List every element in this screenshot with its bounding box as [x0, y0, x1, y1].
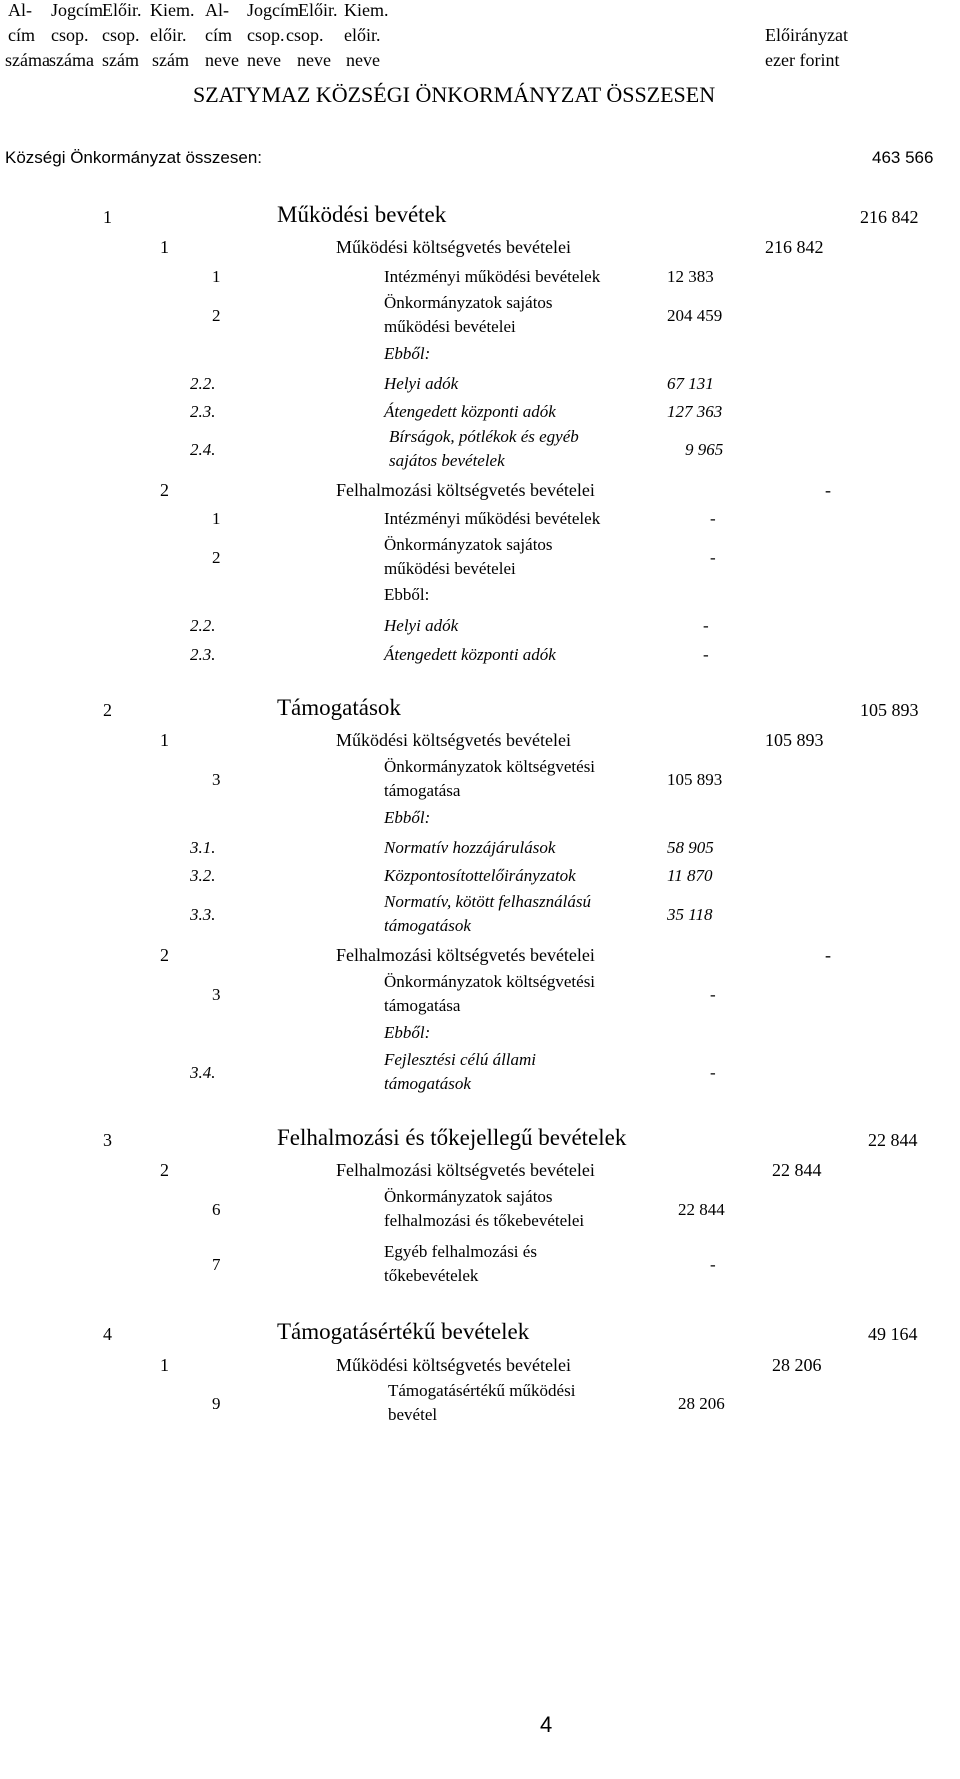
header-eloirneve-line1: Előir. [298, 0, 338, 20]
group-value: - [825, 945, 831, 965]
detail-label-line2: támogatások [384, 916, 471, 935]
header-eloir-line3: szám [102, 50, 139, 70]
group-label: Működési költségvetés bevételei [336, 1355, 571, 1375]
item-value: - [710, 509, 716, 528]
header-alcim-line2: cím [8, 25, 35, 45]
header-alcimneve-line2: cím [205, 25, 232, 45]
group-number: 1 [160, 237, 169, 257]
section-number: 4 [103, 1324, 112, 1344]
detail-label: Helyi adók [384, 616, 459, 635]
detail-label-line1: Fejlesztési célú állami [384, 1050, 537, 1069]
section-value: 216 842 [860, 207, 919, 227]
group-value: - [825, 480, 831, 500]
item-value: 12 383 [667, 267, 714, 286]
header-jogcimneve-line3: neve [247, 50, 281, 70]
detail-value: 67 131 [667, 374, 714, 393]
detail-number: 3.1. [190, 838, 216, 857]
header-jogcimcsop-line3: száma [49, 50, 94, 70]
item-value: - [710, 985, 716, 1004]
header-eloirneve-line3: neve [297, 50, 331, 70]
section-value: 22 844 [868, 1130, 918, 1150]
item-label-line2: működési bevételei [384, 559, 516, 578]
header-alcim-line3: száma [5, 50, 50, 70]
header-ezer-forint: ezer forint [765, 50, 840, 70]
detail-value: 9 965 [685, 440, 724, 459]
item-number: 2 [212, 306, 221, 325]
section-number: 3 [103, 1130, 112, 1150]
header-eloirneve-line2: csop. [286, 25, 324, 45]
group-label: Működési költségvetés bevételei [336, 730, 571, 750]
page-number: 4 [540, 1712, 553, 1737]
detail-label: Átengedett központi adók [384, 402, 556, 421]
item-number: 6 [212, 1200, 221, 1219]
detail-number: 2.3. [190, 645, 216, 664]
section-value: 49 164 [868, 1324, 918, 1344]
header-kiemneve-line1: Kiem. [344, 0, 389, 20]
ebbol-label: Ebből: [384, 1023, 431, 1042]
ebbol-label: Ebből: [384, 585, 430, 604]
item-number: 3 [212, 985, 221, 1004]
item-label-line2: tőkebevételek [384, 1266, 479, 1285]
detail-label-line1: Normatív, kötött felhasználású [384, 892, 591, 911]
detail-number: 3.2. [190, 866, 216, 885]
header-jogcimcsop-line1: Jogcím [51, 0, 103, 20]
item-label-line1: Támogatásértékű működési [388, 1381, 576, 1400]
summary-label: Községi Önkormányzat összesen: [5, 148, 263, 167]
item-number: 2 [212, 548, 221, 567]
header-alcimneve-line3: neve [205, 50, 239, 70]
item-value: 105 893 [667, 770, 723, 789]
item-number: 7 [212, 1255, 221, 1274]
group-value: 22 844 [772, 1160, 822, 1180]
header-kiem-line2: előir. [150, 25, 187, 45]
item-value: 22 844 [678, 1200, 725, 1219]
detail-value: 35 118 [667, 905, 713, 924]
detail-label: Központosítottelőirányzatok [384, 866, 576, 885]
group-label: Felhalmozási költségvetés bevételei [336, 1160, 595, 1180]
detail-label: Normatív hozzájárulások [384, 838, 556, 857]
group-label: Működési költségvetés bevételei [336, 237, 571, 257]
detail-value: 127 363 [667, 402, 723, 421]
header-eloir-line2: csop. [102, 25, 140, 45]
detail-number: 2.2. [190, 374, 216, 393]
detail-number: 2.2. [190, 616, 216, 635]
header-kiem-line1: Kiem. [150, 0, 195, 20]
item-label-line1: Önkormányzatok sajátos [384, 1187, 553, 1206]
item-label-line1: Önkormányzatok sajátos [384, 293, 553, 312]
detail-number: 3.4. [190, 1063, 216, 1082]
group-number: 2 [160, 1160, 169, 1180]
item-number: 3 [212, 770, 221, 789]
item-label-line2: bevétel [388, 1405, 438, 1424]
item-number: 1 [212, 509, 221, 528]
group-label: Felhalmozási költségvetés bevételei [336, 480, 595, 500]
detail-label-line2: támogatások [384, 1074, 471, 1093]
header-kiemneve-line3: neve [346, 50, 380, 70]
header-eloiranyzat: Előirányzat [765, 25, 848, 45]
section-label: Felhalmozási és tőkejellegű bevételek [277, 1125, 627, 1150]
item-label-line2: működési bevételei [384, 317, 516, 336]
header-kiem-line3: szám [152, 50, 189, 70]
page-title: SZATYMAZ KÖZSÉGI ÖNKORMÁNYZAT ÖSSZESEN [193, 82, 716, 107]
summary-value: 463 566 [872, 148, 934, 167]
header-kiemneve-line2: előir. [344, 25, 381, 45]
item-label-line2: támogatása [384, 781, 461, 800]
item-value: - [710, 548, 716, 567]
item-label: Intézményi működési bevételek [384, 267, 601, 286]
section-label: Támogatásértékű bevételek [277, 1319, 530, 1344]
item-value: 204 459 [667, 306, 723, 325]
group-value: 28 206 [772, 1355, 822, 1375]
item-label-line1: Önkormányzatok sajátos [384, 535, 553, 554]
header-jogcimneve-line1: Jogcím [247, 0, 299, 20]
group-number: 1 [160, 1355, 169, 1375]
section-label: Támogatások [277, 695, 401, 720]
header-alcimneve-line1: Al- [205, 0, 229, 20]
detail-label: Helyi adók [384, 374, 459, 393]
group-number: 2 [160, 480, 169, 500]
detail-value: 58 905 [667, 838, 714, 857]
item-value: 28 206 [678, 1394, 725, 1413]
item-label-line1: Önkormányzatok költségvetési [384, 972, 596, 991]
detail-label-line1: Bírságok, pótlékok és egyéb [389, 427, 579, 446]
item-number: 1 [212, 267, 221, 286]
ebbol-label: Ebből: [384, 808, 431, 827]
section-number: 1 [103, 207, 112, 227]
detail-number: 3.3. [190, 905, 216, 924]
item-label-line1: Egyéb felhalmozási és [384, 1242, 537, 1261]
detail-label-line2: sajátos bevételek [389, 451, 505, 470]
section-label: Működési bevétek [277, 202, 447, 227]
detail-value: - [703, 616, 709, 635]
detail-number: 2.3. [190, 402, 216, 421]
detail-value: 11 870 [667, 866, 713, 885]
detail-value: - [703, 645, 709, 664]
item-label-line1: Önkormányzatok költségvetési [384, 757, 596, 776]
item-number: 9 [212, 1394, 221, 1413]
group-value: 105 893 [765, 730, 824, 750]
header-jogcimcsop-line2: csop. [51, 25, 89, 45]
section-value: 105 893 [860, 700, 919, 720]
header-alcim-line1: Al- [8, 0, 32, 20]
ebbol-label: Ebből: [384, 344, 431, 363]
header-jogcimneve-line2: csop. [247, 25, 285, 45]
item-label-line2: felhalmozási és tőkebevételei [384, 1211, 585, 1230]
detail-number: 2.4. [190, 440, 216, 459]
section-number: 2 [103, 700, 112, 720]
group-number: 2 [160, 945, 169, 965]
detail-label: Átengedett központi adók [384, 645, 556, 664]
detail-value: - [710, 1063, 716, 1082]
header-eloir-line1: Előir. [102, 0, 142, 20]
group-label: Felhalmozási költségvetés bevételei [336, 945, 595, 965]
item-label-line2: támogatása [384, 996, 461, 1015]
group-number: 1 [160, 730, 169, 750]
item-label: Intézményi működési bevételek [384, 509, 601, 528]
item-value: - [710, 1255, 716, 1274]
group-value: 216 842 [765, 237, 824, 257]
